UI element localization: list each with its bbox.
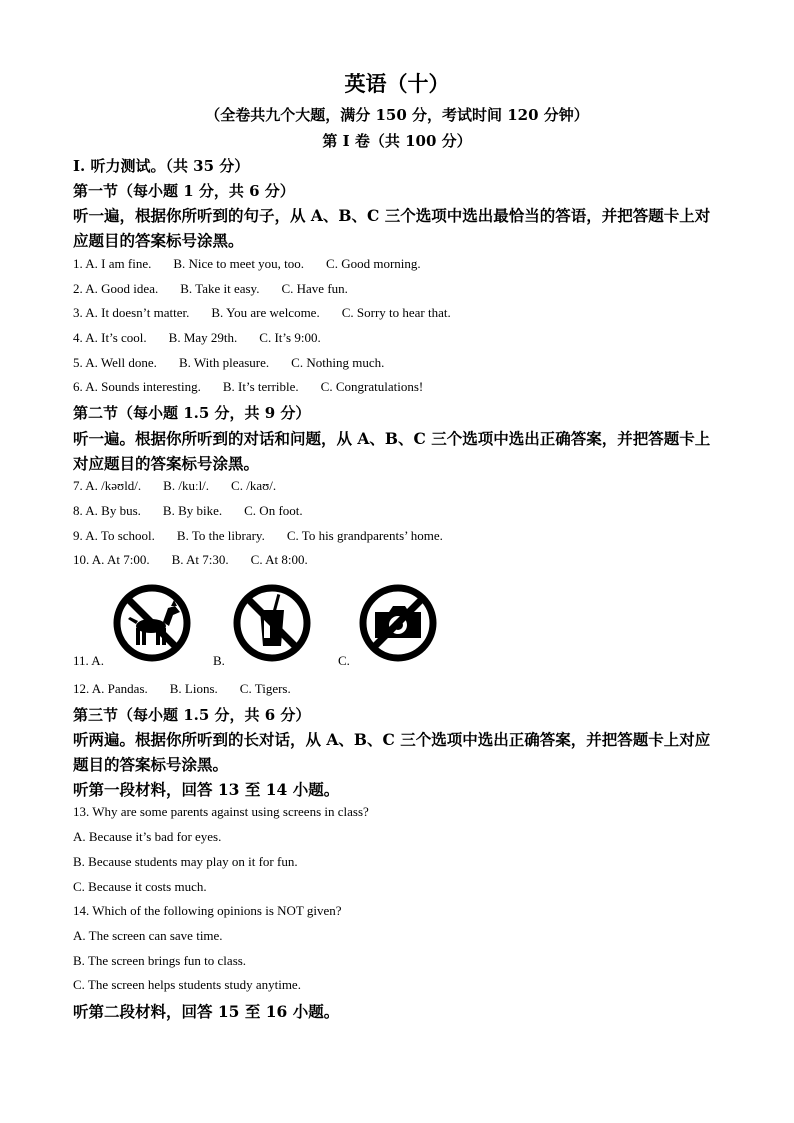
- option-c: C. Congratulations!: [320, 379, 424, 394]
- question-11: [73, 582, 473, 672]
- no-dogs-icon: [111, 582, 193, 664]
- option-c: C. It’s 9:00.: [259, 330, 321, 345]
- material-1-heading: 听第一段材料，回答 13 至 14 小题。: [73, 780, 340, 799]
- question-14-option-c: C. The screen helps students study anytime.: [73, 977, 301, 992]
- part2-instruction-line1: 听一遍。根据你所听到的对话和问题，从 A、B、C 三个选项中选出正确答案，并把答题卡上: [73, 429, 711, 448]
- question-9: [73, 528, 443, 544]
- question-13-stem: 13. Why are some parents against using screens in class?: [73, 804, 369, 819]
- option-b: B. With pleasure.: [178, 355, 270, 370]
- section-heading: Ⅰ. 听力测试。（共 35 分）: [73, 157, 250, 175]
- option-c: C. Good morning.: [326, 256, 421, 271]
- part3-heading: 第三节（每小题 1.5 分，共 6 分）: [73, 706, 311, 724]
- option-b: B. Take it easy.: [180, 281, 260, 296]
- question-12: [73, 681, 291, 697]
- exam-subtitle: （全卷共九个大题，满分 150 分，考试时间 120 分钟）: [205, 106, 589, 124]
- part3-instruction-line1: 听两遍。根据你所听到的长对话，从 A、B、C 三个选项中选出正确答案，并把答题卡上对应: [73, 730, 711, 749]
- question-5: [73, 355, 384, 371]
- question-6: [73, 379, 423, 395]
- option-c: C. Nothing much.: [291, 355, 385, 370]
- option-a: 5. A. Well done.: [73, 355, 157, 370]
- option-c: C. To his grandparents’ home.: [286, 528, 443, 543]
- exam-title: 英语（十）: [344, 71, 450, 96]
- question-13-option-a: A. Because it’s bad for eyes.: [73, 829, 222, 844]
- option-b: B. /kuːl/.: [163, 478, 210, 493]
- question-13-option-c: C. Because it costs much.: [73, 879, 207, 894]
- part1-instruction-line2: 应题目的答案标号涂黑。: [73, 231, 244, 250]
- question-13-option-b: B. Because students may play on it for fun.: [73, 854, 298, 869]
- question-4: [73, 330, 321, 346]
- option-b: B. To the library.: [176, 528, 265, 543]
- option-b: B.: [213, 653, 225, 668]
- option-b: B. Nice to meet you, too.: [173, 256, 305, 271]
- part1-heading: 第一节（每小题 1 分，共 6 分）: [73, 182, 295, 200]
- option-c: C. Tigers.: [239, 681, 291, 696]
- option-c: C. At 8:00.: [250, 552, 308, 567]
- part1-instruction-line1: 听一遍，根据你所听到的句子，从 A、B、C 三个选项中选出最恰当的答语，并把答题卡上对: [73, 206, 711, 225]
- option-c: C. On foot.: [244, 503, 303, 518]
- option-c: C. Sorry to hear that.: [341, 305, 451, 320]
- question-8: [73, 503, 303, 519]
- option-c: C. Have fun.: [281, 281, 348, 296]
- question-7: [73, 478, 276, 494]
- option-a: 9. A. To school.: [73, 528, 155, 543]
- part2-instruction-line2: 对应题目的答案标号涂黑。: [73, 454, 260, 473]
- volume-heading: 第 I 卷（共 100 分）: [322, 132, 472, 150]
- question-14-option-a: A. The screen can save time.: [73, 928, 223, 943]
- option-b: B. It’s terrible.: [222, 379, 299, 394]
- question-2: [73, 281, 348, 297]
- material-2-heading: 听第二段材料，回答 15 至 16 小题。: [73, 1002, 340, 1021]
- option-a: 1. A. I am fine.: [73, 256, 152, 271]
- option-a: 12. A. Pandas.: [73, 681, 148, 696]
- option-a: 10. A. At 7:00.: [73, 552, 150, 567]
- option-a: 2. A. Good idea.: [73, 281, 159, 296]
- no-photography-icon: [357, 582, 439, 664]
- option-b: B. May 29th.: [168, 330, 238, 345]
- question-1: [73, 256, 421, 272]
- option-b: B. Lions.: [169, 681, 218, 696]
- option-a: 7. A. /kəʊld/.: [73, 478, 142, 493]
- option-b: B. At 7:30.: [171, 552, 229, 567]
- option-a: 11. A.: [73, 653, 104, 668]
- part3-instruction-line2: 题目的答案标号涂黑。: [73, 755, 229, 774]
- option-b: B. You are welcome.: [211, 305, 320, 320]
- no-drinks-icon: [231, 582, 313, 664]
- option-c: C.: [338, 653, 350, 668]
- question-10: [73, 552, 308, 568]
- option-a: 8. A. By bus.: [73, 503, 141, 518]
- question-14-stem: 14. Which of the following opinions is NOT given?: [73, 903, 342, 918]
- option-c: C. /kaʊ/.: [231, 478, 277, 493]
- option-a: 6. A. Sounds interesting.: [73, 379, 201, 394]
- option-a: 3. A. It doesn’t matter.: [73, 305, 190, 320]
- option-a: 4. A. It’s cool.: [73, 330, 147, 345]
- part2-heading: 第二节（每小题 1.5 分，共 9 分）: [73, 404, 311, 422]
- option-b: B. By bike.: [162, 503, 223, 518]
- question-3: [73, 305, 451, 321]
- question-14-option-b: B. The screen brings fun to class.: [73, 953, 247, 968]
